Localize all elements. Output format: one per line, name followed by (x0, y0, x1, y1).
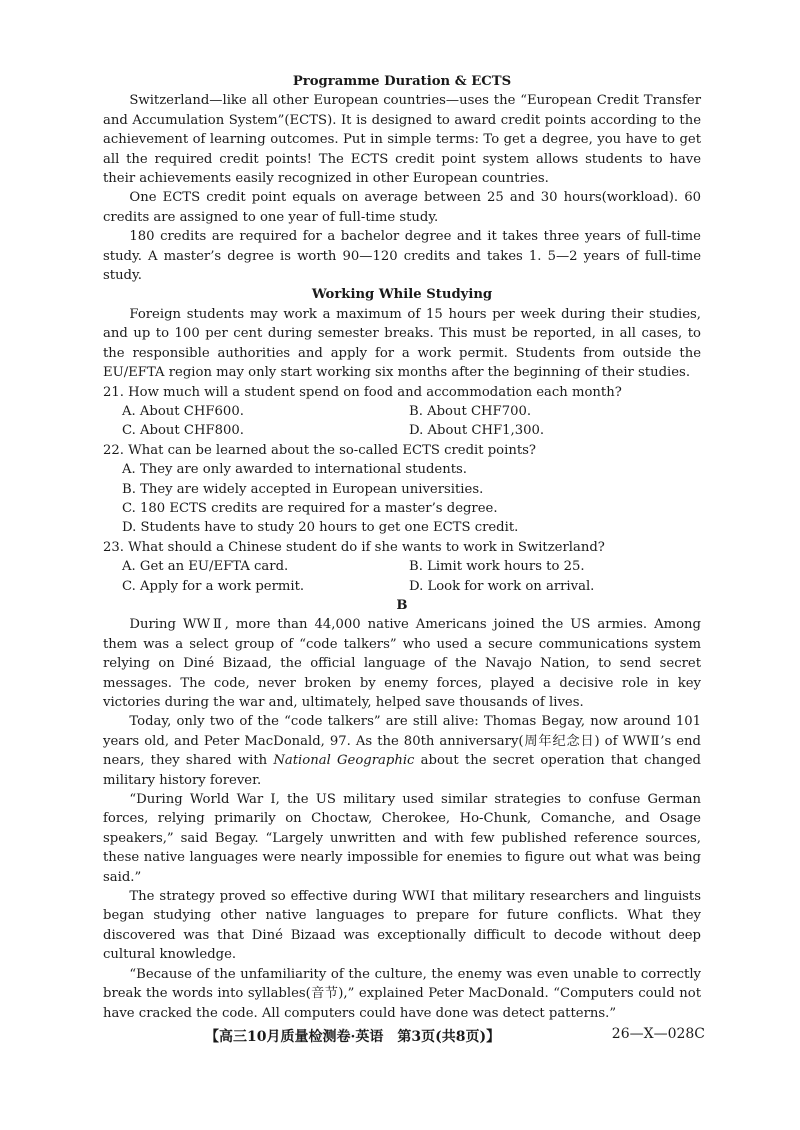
passage-b-label: B (396, 597, 408, 613)
passage-b-paragraph-2-text-start: Today, only two of the “code talkers” are still alive: Thomas Begay, now around 101 years old, and Peter MacDonald, 97. As the 80th anniversary(周年纪念日) of WWⅡ’s end nears, they shared with (103, 714, 701, 769)
ects-heading: Programme Duration & ECTS (292, 74, 512, 89)
passage-b-paragraph-2-text-end: about the secret operation that changed military history forever. (103, 753, 701, 788)
work-heading: Working While Studying (311, 287, 493, 303)
publication-title: National Geographic (273, 753, 415, 769)
question-22-option-c: C. 180 ECTS credits are required for a master’s degree. (122, 500, 498, 516)
question-22-option-b: B. They are widely accepted in European universities. (122, 481, 484, 497)
question-21-option-d: D. About CHF1,300. (409, 423, 545, 439)
question-22-option-d: D. Students have to study 20 hours to get one ECTS credit. (122, 520, 519, 536)
passage-b-paragraph-3: “During World War I, the US military used similar strategies to confuse German forces, relying primarily on Choctaw, Cherokee, Ho-Chunk, Comanche, and Osage speakers,” said Begay. “Largely unwritten and with few published reference sources, these native languages were nearly impossible for enemies to figure out what was being said.” (103, 792, 701, 885)
passage-b-paragraph-5: “Because of the unfamiliarity of the culture, the enemy was even unable to correctly break the words into syllables(音节),” explained Peter MacDonald. “Computers could not have cracked the code. All computers could have done was detect patterns.” (103, 966, 701, 1021)
question-23-option-a: A. Get an EU/EFTA card. (122, 559, 289, 575)
question-23-option-c: C. Apply for a work permit. (122, 578, 305, 594)
question-21-stem: 21. How much will a student spend on food and accommodation each month? (103, 384, 622, 400)
ects-paragraph-1: Switzerland—like all other European countries—uses the “European Credit Transfer and Accumulation System”(ECTS). It is designed to award credit points according to the achievement of learning outcomes. Put in simple terms: To get a degree, you have to get all the required credit points! The ECTS credit point system allows students to have their achievements easily recognized in other European countries. (103, 93, 701, 187)
question-23-options-row-1 (122, 557, 701, 576)
question-21-option-c: C. About CHF800. (122, 423, 244, 439)
footer-exam-code: 26—X—028C (611, 1026, 705, 1042)
question-23-options-row-2 (122, 577, 701, 596)
question-21-option-b: B. About CHF700. (409, 403, 532, 419)
page-footer (205, 1026, 705, 1046)
question-23-stem: 23. What should a Chinese student do if she wants to work in Switzerland? (103, 539, 605, 555)
exam-page (103, 72, 701, 1023)
question-22-stem: 22. What can be learned about the so-called ECTS credit points? (103, 442, 536, 458)
ects-paragraph-3: 180 credits are required for a bachelor degree and it takes three years of full-time study. A master’s degree is worth 90—120 credits and takes 1. 5—2 years of full-time study. (103, 229, 701, 284)
question-23-option-d: D. Look for work on arrival. (409, 578, 595, 594)
question-22-option-a: A. They are only awarded to international students. (122, 462, 467, 478)
question-23-option-b: B. Limit work hours to 25. (409, 559, 585, 575)
passage-b-paragraph-2 (103, 712, 701, 790)
question-21-option-a: A. About CHF600. (122, 403, 244, 419)
work-paragraph: Foreign students may work a maximum of 15 hours per week during their studies, and up to 100 per cent during semester breaks. This must be reported, in all cases, to the responsible authorities and apply for a work permit. Students from outside the EU/EFTA region may only start working six months after the beginning of their studies. (103, 306, 701, 381)
ects-paragraph-2: One ECTS credit point equals on average between 25 and 30 hours(workload). 60 credits are assigned to one year of full-time study. (103, 190, 701, 225)
question-21-options-row-2 (122, 421, 701, 440)
passage-b-paragraph-1: During WWⅡ, more than 44,000 native Americans joined the US armies. Among them was a select group of “code talkers” who used a secure communications system relying on Diné Bizaad, the official language of the Navajo Nation, to send secret messages. The code, never broken by enemy forces, played a decisive role in key victories during the war and, ultimately, helped save thousands of lives. (103, 617, 701, 710)
footer-exam-info: 【高三10月质量检测卷·英语 第3页(共8页)】 (205, 1029, 501, 1045)
passage-b-paragraph-4: The strategy proved so effective during WWⅠ that military researchers and linguists began studying other native languages to prepare for future conflicts. What they discovered was that Diné Bizaad was exceptionally difficult to decode without deep cultural knowledge. (103, 889, 701, 963)
question-21-options-row-1 (122, 402, 701, 421)
